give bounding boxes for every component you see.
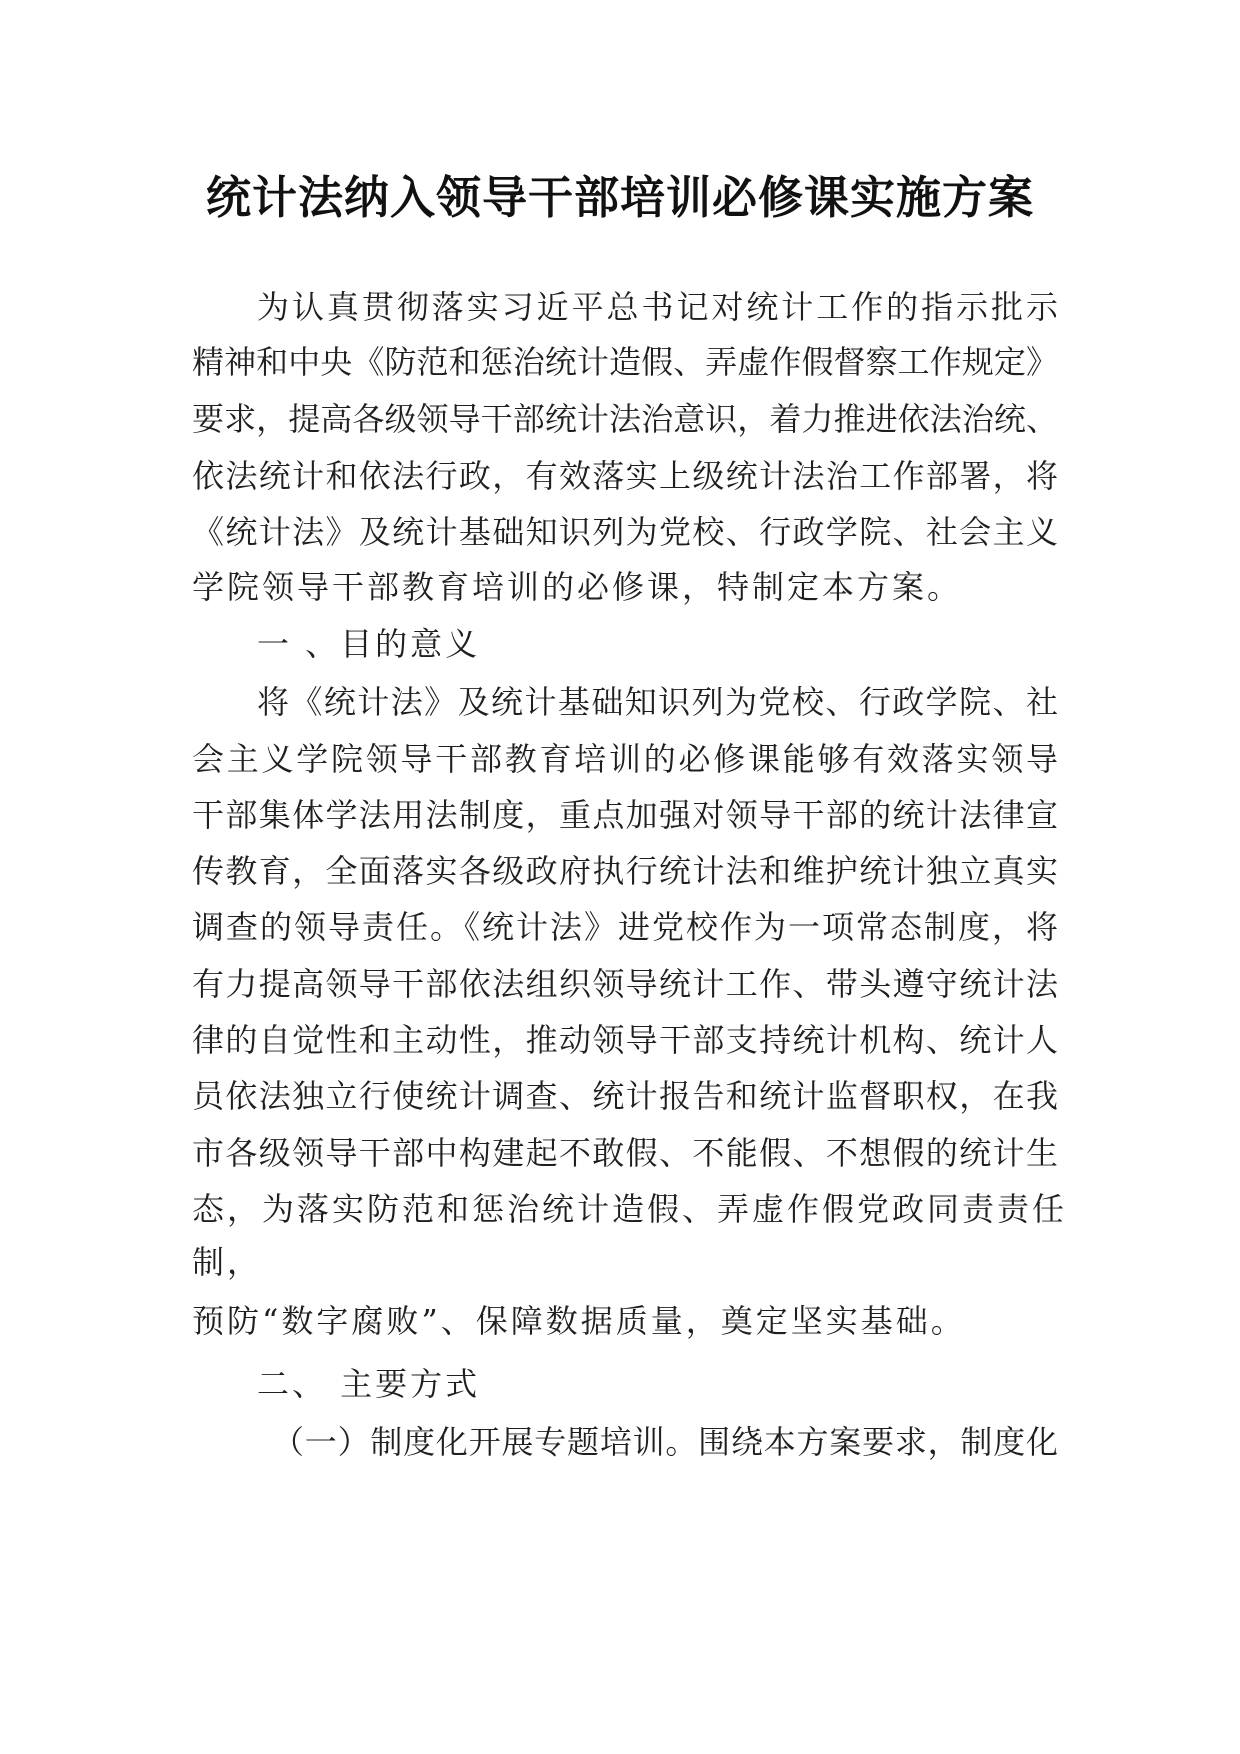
section-1-line-3: 干部集体学法用法制度，重点加强对领导干部的统计法律宣: [192, 796, 1058, 834]
intro-line-2: 精神和中央《防范和惩治统计造假、弄虚作假督察工作规定》: [192, 343, 1058, 381]
section-1-line-10: 态，为落实防范和惩治统计造假、弄虚作假党政同责责任: [192, 1190, 1068, 1228]
intro-line-4: 依法统计和依法行政，有效落实上级统计法治工作部署，将: [192, 457, 1058, 495]
section-1-line-5: 调查的领导责任。《统计法》进党校作为一项常态制度，将: [192, 908, 1058, 946]
section-1-line-1: 将《统计法》及统计基础知识列为党校、行政学院、社: [257, 683, 1058, 721]
section-1-line-4: 传教育，全面落实各级政府执行统计法和维护统计独立真实: [192, 852, 1058, 890]
intro-line-3: 要求，提高各级领导干部统计法治意识，着力推进依法治统、: [192, 400, 1058, 438]
section-1-line-8: 员依法独立行使统计调查、统计报告和统计监督职权，在我: [192, 1077, 1058, 1115]
section-1-line-2: 会主义学院领导干部教育培训的必修课能够有效落实领导: [192, 740, 1058, 778]
section-1-line-9: 市各级领导干部中构建起不敢假、不能假、不想假的统计生: [192, 1134, 1058, 1172]
section-2-heading: 二、 主要方式: [257, 1365, 481, 1403]
section-1-line-12: 预防“数字腐败”、保障数据质量，奠定坚实基础。: [192, 1302, 966, 1340]
section-1-line-7: 律的自觉性和主动性，推动领导干部支持统计机构、统计人: [192, 1021, 1058, 1059]
document-title: 统计法纳入领导干部培训必修课实施方案: [205, 171, 1034, 224]
section-1-line-11: 制，: [192, 1243, 263, 1281]
intro-line-1: 为认真贯彻落实习近平总书记对统计工作的指示批示: [257, 288, 1058, 326]
intro-line-5: 《统计法》及统计基础知识列为党校、行政学院、社会主义: [192, 513, 1058, 551]
section-1-line-6: 有力提高领导干部依法组织领导统计工作、带头遵守统计法: [192, 965, 1058, 1003]
section-1-heading: 一 、目的意义: [257, 625, 481, 663]
section-2-subsection-1-line: （一）制度化开展专题培训。围绕本方案要求，制度化: [272, 1423, 1058, 1461]
intro-line-6: 学院领导干部教育培训的必修课，特制定本方案。: [192, 568, 963, 606]
